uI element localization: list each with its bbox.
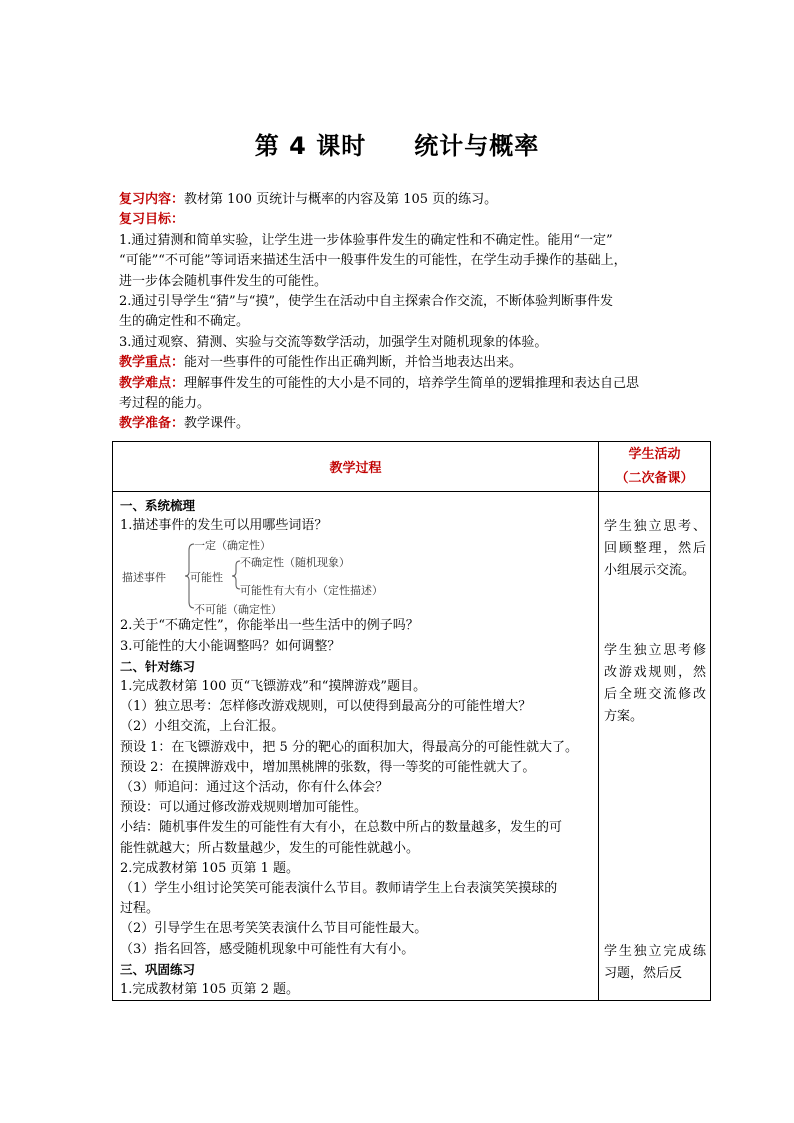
activity-note: 学生独立完成练习题，然后反 (604, 944, 706, 981)
exercise-line: 过程。 (120, 901, 160, 917)
header-student-activity (599, 442, 711, 492)
key-label: 教学重点： (119, 355, 185, 371)
question-line: 1.描述事件的发生可以用哪些词语？ (120, 518, 328, 534)
header-process: 教学过程 (113, 442, 599, 492)
difficulty-continued: 考过程的能力。 (119, 396, 211, 412)
exercise-line: 预设 1：在飞镖游戏中，把 5 分的靶心的面积加大，得最高分的可能性就大了。 (120, 739, 578, 755)
tree-size: 可能性有大有小（定性描述） (240, 584, 383, 598)
exercise-line: （3）指名回答，感受随机现象中可能性有大有小。 (120, 941, 415, 957)
exercise-line: （3）师追问：通过这个活动，你有什么体会？ (120, 780, 389, 796)
goal-line: 1.通过猜测和简单实验，让学生进一步体验事件发生的确定性和不确定性。能用“一定” (119, 232, 613, 248)
tree-certain: 一定（确定性） (194, 539, 271, 553)
exercise-line: 预设 2：在摸牌游戏中，增加黑桃牌的张数，得一等奖的可能性就大了。 (120, 759, 536, 775)
tree-possible: 可能性 (190, 571, 223, 585)
difficulty-point (119, 374, 699, 394)
activity-note: 学生独立思考、回顾整理，然后小组展示交流。 (604, 519, 706, 578)
question-line: 3.可能性的大小能调整吗？如何调整？ (120, 638, 341, 654)
exercise-line: 1.完成教材第 100 页“飞镖游戏”和“摸牌游戏”题目。 (120, 679, 427, 695)
header-side-line2: （二次备课） (615, 471, 694, 486)
title-lesson-number: 第 4 课时 (254, 132, 367, 160)
exercise-line: 小结：随机事件发生的可能性有大有小，在总数中所占的数量越多，发生的可 (120, 820, 563, 836)
goal-line: 3.通过观察、猜测、实验与交流等数学活动，加强学生对随机现象的体验。 (119, 334, 548, 350)
section-heading: 一、系统梳理 (120, 498, 196, 513)
section-heading: 三、巩固练习 (120, 961, 196, 977)
preparation (119, 414, 699, 434)
review-text: 教材第 100 页统计与概率的内容及第 105 页的练习。 (184, 192, 498, 207)
lesson-intro (119, 190, 699, 435)
key-point (119, 353, 699, 373)
tree-root: 描述事件 (122, 571, 166, 585)
exercise-line: 2.完成教材第 105 页第 1 题。 (120, 860, 300, 876)
review-content (119, 190, 699, 210)
goal-line: 2.通过引导学生“猜”与“摸”，使学生在活动中自主探索合作交流，不断体验判断事件发 (119, 294, 613, 310)
goal-heading (119, 210, 699, 230)
activity-note: 学生独立思考修改游戏规则，然后全班交流修改方案。 (604, 643, 706, 724)
goal-label: 复习目标： (119, 212, 185, 228)
process-cell (113, 492, 599, 1001)
page-title (0, 126, 794, 161)
difficulty-label: 教学难点： (119, 375, 185, 391)
exercise-line: 1.完成教材第 105 页第 2 题。 (120, 982, 300, 998)
tree-uncertain: 不确定性（随机现象） (240, 556, 350, 570)
question-line: 2.关于“不确定性”，你能举出一些生活中的例子吗？ (120, 618, 419, 634)
exercise-line: （2）引导学生在思考笑笑表演什么节目可能性最大。 (120, 921, 428, 937)
exercise-line: 能性就越大；所占数量越少，发生的可能性就越小。 (120, 840, 420, 856)
goal-line: “可能”“不可能”等词语来描述生活中一般事件发生的可能性，在学生动手操作的基础上， (119, 253, 627, 269)
difficulty-text: 理解事件发生的可能性的大小是不同的，培养学生简单的逻辑推理和表达自己思 (184, 375, 640, 391)
prep-label: 教学准备： (119, 416, 185, 432)
prep-text: 教学课件。 (184, 416, 250, 432)
exercise-line: 预设：可以通过修改游戏规则增加可能性。 (120, 800, 368, 816)
table-header-row (113, 442, 711, 492)
section-heading: 二、针对练习 (120, 658, 196, 674)
tree-impossible: 不可能（确定性） (194, 603, 282, 617)
table-row (113, 492, 711, 1001)
header-side-line1: 学生活动 (628, 447, 681, 462)
classification-tree (120, 538, 592, 617)
title-topic: 统计与概率 (414, 132, 540, 160)
goal-line: 进一步体会随机事件发生的可能性。 (119, 273, 328, 289)
goal-line: 生的确定性和不确定。 (119, 314, 250, 330)
lesson-table (112, 441, 711, 1001)
exercise-line: （1）学生小组讨论笑笑可能表演什么节目。教师请学生上台表演笑笑摸球的 (120, 881, 558, 897)
key-text: 能对一些事件的可能性作出正确判断，并恰当地表达出来。 (184, 355, 523, 371)
student-activity-cell (599, 492, 711, 1001)
exercise-line: （1）独立思考：怎样修改游戏规则，可以使得到最高分的可能性增大？ (120, 699, 532, 715)
review-label: 复习内容： (119, 192, 185, 207)
exercise-line: （2）小组交流，上台汇报。 (120, 719, 285, 735)
